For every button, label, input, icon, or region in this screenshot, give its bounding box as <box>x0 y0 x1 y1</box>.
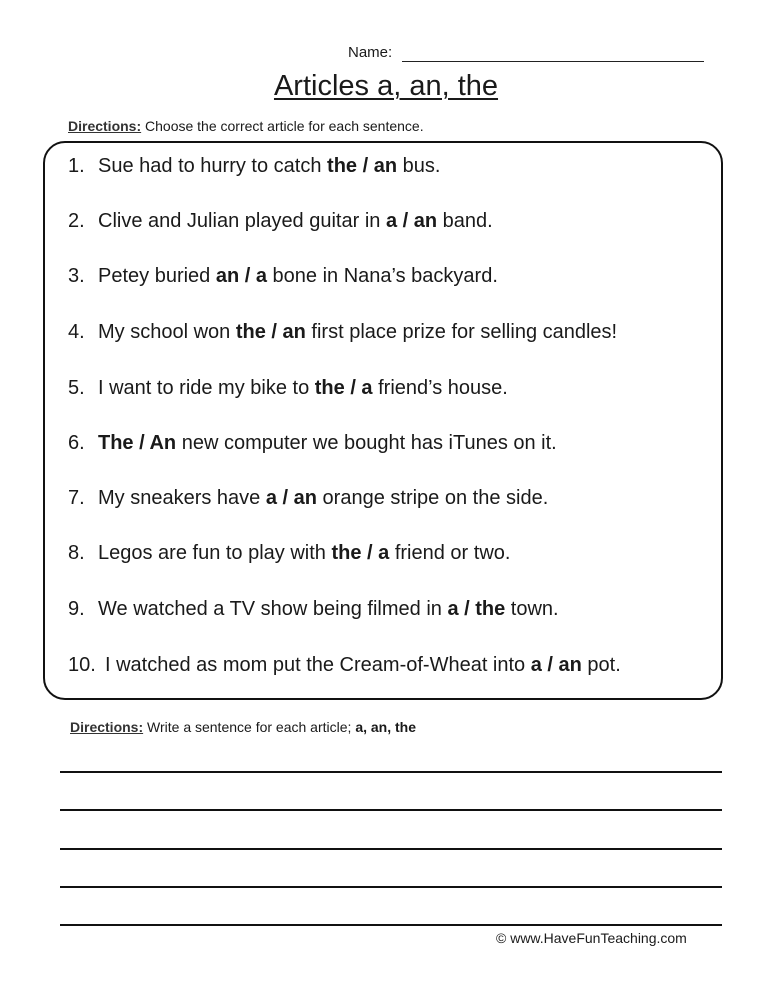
question-number: 2. <box>68 210 85 232</box>
answer-choice[interactable]: a / an <box>530 654 582 676</box>
question-text-after: town. <box>505 598 559 620</box>
question-text-after: orange stripe on the side. <box>317 487 549 509</box>
question-text-before: Petey buried <box>98 265 216 287</box>
question-text-after: friend or two. <box>389 542 511 564</box>
question-number: 5. <box>68 377 85 399</box>
question-text-before: Legos are fun to play with <box>98 542 332 564</box>
question-6 <box>68 431 557 455</box>
answer-choice[interactable]: the / an <box>327 155 398 177</box>
question-2 <box>68 209 493 233</box>
question-text-after: pot. <box>581 654 621 676</box>
worksheet-title: Articles a, an, the <box>273 70 499 102</box>
question-9 <box>68 597 559 621</box>
directions-1 <box>68 118 424 134</box>
question-number: 10. <box>68 654 96 676</box>
answer-choice[interactable]: the / a <box>331 542 390 564</box>
answer-choice[interactable]: a / the <box>447 598 506 620</box>
question-text-after: band. <box>437 210 493 232</box>
question-number: 9. <box>68 598 85 620</box>
writing-line-1[interactable] <box>60 771 722 773</box>
question-text-before: I want to ride my bike to <box>98 377 315 399</box>
question-text-after: bus. <box>397 155 441 177</box>
question-text-after: friend’s house. <box>372 377 508 399</box>
writing-line-5[interactable] <box>60 924 722 926</box>
question-text-before: My sneakers have <box>98 487 266 509</box>
directions-2-label: Directions: <box>70 719 144 735</box>
writing-line-4[interactable] <box>60 886 722 888</box>
question-8 <box>68 541 510 565</box>
question-text-before: We watched a TV show being filmed in <box>98 598 448 620</box>
question-number: 3. <box>68 265 85 287</box>
writing-line-2[interactable] <box>60 809 722 811</box>
question-text-before: My school won <box>98 321 236 343</box>
question-text-after: bone in Nana’s backyard. <box>267 265 498 287</box>
question-5 <box>68 376 508 400</box>
directions-2 <box>70 719 416 735</box>
question-number: 4. <box>68 321 85 343</box>
question-text-after: new computer we bought has iTunes on it. <box>176 432 557 454</box>
question-number: 8. <box>68 542 85 564</box>
directions-1-text: Choose the correct article for each sentence. <box>141 118 424 134</box>
answer-choice[interactable]: an / a <box>215 265 267 287</box>
question-1 <box>68 154 440 178</box>
answer-choice[interactable]: a / an <box>265 487 317 509</box>
question-number: 6. <box>68 432 85 454</box>
question-3 <box>68 264 498 288</box>
question-7 <box>68 486 548 510</box>
question-text-before: Sue had to hurry to catch <box>98 155 328 177</box>
question-number: 1. <box>68 155 85 177</box>
answer-choice[interactable]: the / an <box>235 321 306 343</box>
name-field-line[interactable] <box>402 61 704 62</box>
copyright-footer: © www.HaveFunTeaching.com <box>496 930 687 946</box>
directions-2-articles: a, an, the <box>355 719 416 735</box>
question-text-after: first place prize for selling candles! <box>305 321 618 343</box>
directions-1-label: Directions: <box>68 118 142 134</box>
answer-choice[interactable]: the / a <box>314 377 373 399</box>
question-text-before: Clive and Julian played guitar in <box>98 210 386 232</box>
answer-choice[interactable]: a / an <box>385 210 438 232</box>
question-text-before: I watched as mom put the Cream-of-Wheat into <box>105 654 531 676</box>
name-label: Name: <box>348 44 393 61</box>
writing-line-3[interactable] <box>60 848 722 850</box>
question-4 <box>68 320 617 344</box>
directions-2-text: Write a sentence for each article; <box>143 719 356 735</box>
answer-choice[interactable]: The / An <box>98 432 177 454</box>
question-10 <box>68 653 621 677</box>
question-number: 7. <box>68 487 85 509</box>
